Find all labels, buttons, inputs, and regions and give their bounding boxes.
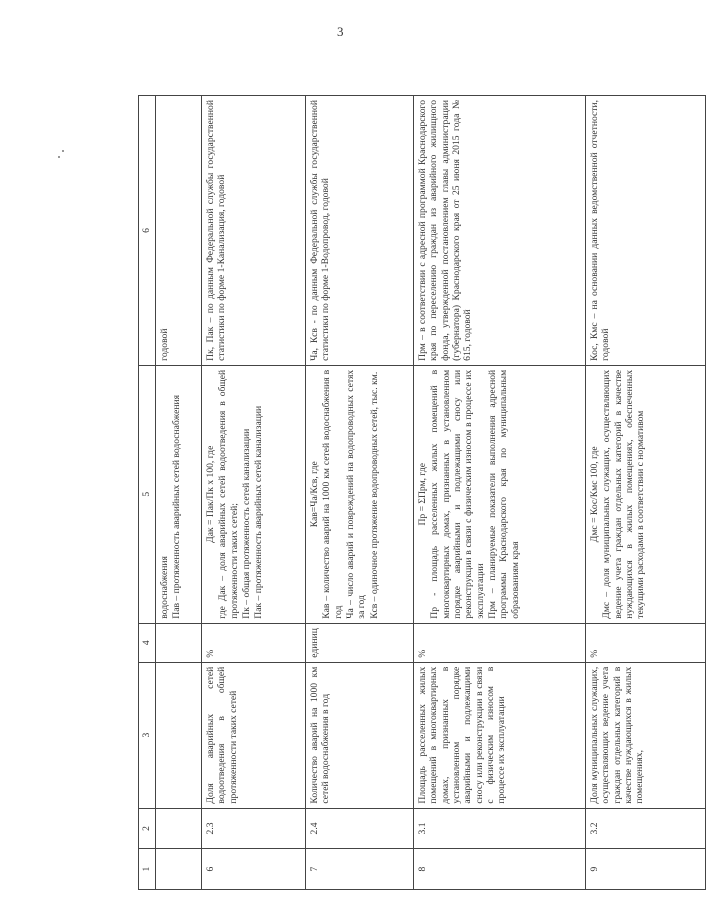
row-number: 8 bbox=[414, 849, 586, 890]
row-number bbox=[156, 849, 202, 890]
row-indicator: Количество аварий на 1000 км сетей водоснабжения в год bbox=[306, 662, 414, 808]
row-indicator: Площадь расселенных жилых помещений в многоквартирных домах, признанных в установленном порядке аварийными и подлежащими сносу или реконструкции в связи с физическим износом в процессе их эксплуатации bbox=[414, 662, 586, 808]
row-unit: % bbox=[586, 623, 706, 662]
table-row bbox=[414, 96, 586, 890]
column-header: 3 bbox=[139, 662, 156, 808]
row-indicator: Доля муниципальных служащих, осуществляющих ведение учета граждан отдельных категорий в качестве нуждающихся в жилых помещениях, bbox=[586, 662, 706, 808]
formula-line: Дак = Пак/Пк х 100, где bbox=[205, 445, 216, 543]
scan-speck bbox=[62, 150, 64, 152]
row-number: 9 bbox=[586, 849, 706, 890]
row-formula bbox=[156, 365, 202, 623]
row-formula bbox=[414, 365, 586, 623]
row-formula bbox=[586, 365, 706, 623]
rotated-table-wrapper bbox=[138, 95, 647, 890]
row-indicator bbox=[156, 662, 202, 808]
formula-line: Кав – количество аварий на 1000 км сетей водоснабжения в год bbox=[321, 369, 344, 619]
indicators-table bbox=[138, 95, 706, 890]
table-row bbox=[306, 96, 414, 890]
formula-line: Кав=Ча/Ксв, где bbox=[309, 461, 320, 528]
formula-line: Прм – планируемые показатели выполнения адресной программы Краснодарского края по муниципальным образованиям края bbox=[486, 369, 521, 619]
formula-line: Ча – число аварий и повреждений на водопроводных сетях за год bbox=[344, 369, 368, 619]
formula-line: водоснабжения bbox=[159, 556, 170, 619]
column-header: 2 bbox=[139, 808, 156, 849]
row-code: 2.4 bbox=[306, 808, 414, 849]
formula-line: Пак – протяженность аварийных сетей канализации bbox=[253, 405, 265, 619]
formula-line: Пав – протяженность аварийных сетей водоснабжения bbox=[171, 394, 183, 619]
formula-line: Пр = ΣПрм, где bbox=[417, 462, 428, 526]
row-number: 7 bbox=[306, 849, 414, 890]
column-header: 6 bbox=[139, 96, 156, 366]
row-code: 3.1 bbox=[414, 808, 586, 849]
column-number-row bbox=[139, 96, 156, 890]
row-source: Кос, Кмс – на основании данных ведомственной отчетности, годовой bbox=[586, 96, 706, 366]
row-indicator: Доля аварийных сетей водоотведения в общей протяженности таких сетей bbox=[202, 662, 306, 808]
row-unit: % bbox=[414, 623, 586, 662]
row-source: годовой bbox=[156, 96, 202, 366]
row-unit: % bbox=[202, 623, 306, 662]
row-source: Ча, Ксв - по данным Федеральной службы государственной статистики по форме 1-Водопровод, годовой bbox=[306, 96, 414, 366]
row-unit bbox=[156, 623, 202, 662]
row-source: Прм – в соответствии с адресной программой Краснодарского края по переселению граждан из аварийного жилищного фонда, утвержденной постановлением главы администрации (губернатора) Краснодарского края от 25 июня 2015 года № 615, годовой bbox=[414, 96, 586, 366]
table-row bbox=[202, 96, 306, 890]
formula-line: Дмс – доля муниципальных служащих, осуществляющих ведение учета граждан отдельных категорий в качестве нуждающихся в жилых помещениях, обеспеченных текущими расходами в соответствии с нормативом bbox=[601, 369, 647, 619]
column-header: 5 bbox=[139, 365, 156, 623]
table-row bbox=[586, 96, 706, 890]
row-formula bbox=[306, 365, 414, 623]
row-source: Пк, Пак – по данным Федеральной службы государственной статистики по форме 1-Канализация, годовой bbox=[202, 96, 306, 366]
row-code bbox=[156, 808, 202, 849]
row-number: 6 bbox=[202, 849, 306, 890]
scan-speck bbox=[58, 156, 60, 158]
column-header: 1 bbox=[139, 849, 156, 890]
row-code: 2.3 bbox=[202, 808, 306, 849]
formula-line: Пр - площадь расселенных жилых помещений в многоквартирных домах, признанных в установленном порядке аварийными и подлежащими сносу или реконструкции в связи с физическим износом в процессе их эксплуатации bbox=[429, 369, 486, 619]
row-formula bbox=[202, 365, 306, 623]
row-code: 3.2 bbox=[586, 808, 706, 849]
row-unit: единиц bbox=[306, 623, 414, 662]
formula-line: Ксв – одиночное протяжение водопроводных сетей, тыс. км. bbox=[368, 371, 380, 619]
formula-line: Дмс = Кос/Кмс 100, где bbox=[589, 446, 600, 543]
formula-line: где Дак – доля аварийных сетей водоотведения в общей протяженности таких сетей; bbox=[217, 369, 240, 619]
column-header: 4 bbox=[139, 623, 156, 662]
table-row bbox=[156, 96, 202, 890]
formula-line: Пк – общая протяженность сетей канализации bbox=[240, 428, 252, 619]
page-number: 3 bbox=[337, 24, 344, 39]
